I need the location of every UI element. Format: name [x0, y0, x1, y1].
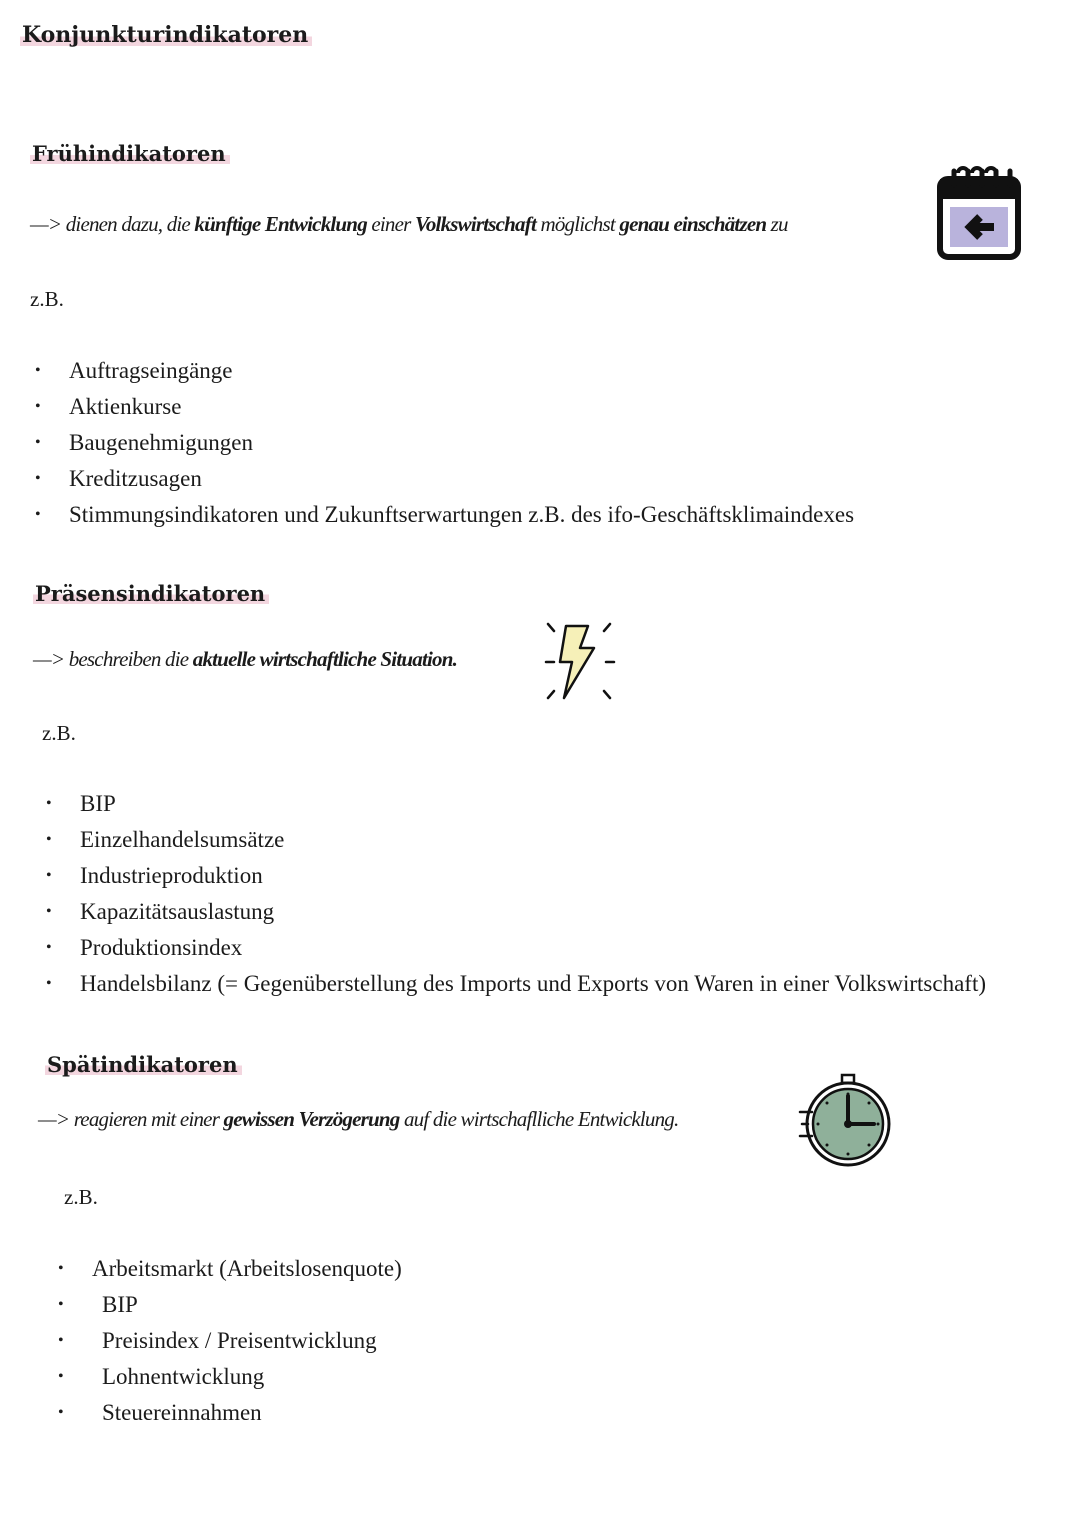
list-item: • Kapazitätsauslastung [80, 894, 986, 930]
list-item: • BIP [80, 786, 986, 822]
page-title: Konjunkturindikatoren [20, 22, 312, 48]
section-desc-spaet: —> reagieren mit einer gewissen Verzögerung auf die wirtschaflliche Entwicklung. [38, 1107, 679, 1131]
list-frueh [69, 353, 854, 533]
list-item: • Einzelhandelsumsätze [80, 822, 986, 858]
calendar-arrow-icon [936, 165, 1024, 263]
list-item: • Kreditzusagen [69, 461, 854, 497]
lightning-icon [540, 618, 620, 704]
zb-label: z.B. [42, 721, 76, 745]
list-item: • BIP [92, 1287, 402, 1323]
section-heading-spaet: Spätindikatoren [45, 1052, 242, 1077]
section-desc-frueh: —> dienen dazu, die künftige Entwicklung einer Volkswirtschaft möglichst genau einschätzen zu [30, 212, 788, 236]
list-item: • Industrieproduktion [80, 858, 986, 894]
section-heading-praesens: Präsensindikatoren [33, 581, 269, 606]
list-item: • Preisindex / Preisentwicklung [92, 1323, 402, 1359]
zb-label: z.B. [64, 1185, 98, 1209]
list-item: • Stimmungsindikatoren und Zukunftserwartungen z.B. des ifo-Geschäftsklimaindexes [69, 497, 854, 533]
list-item: • Handelsbilanz (= Gegenüberstellung des Imports und Exports von Waren in einer Volkswirtschaft) [80, 966, 986, 1002]
list-praesens [80, 786, 986, 1002]
zb-label: z.B. [30, 287, 64, 311]
list-spaet [92, 1251, 402, 1431]
list-item: • Arbeitsmarkt (Arbeitslosenquote) [92, 1251, 402, 1287]
section-heading-frueh: Frühindikatoren [30, 141, 230, 166]
stopwatch-icon [798, 1072, 894, 1168]
list-item: • Baugenehmigungen [69, 425, 854, 461]
list-item: • Steuereinnahmen [92, 1395, 402, 1431]
list-item: • Aktienkurse [69, 389, 854, 425]
list-item: • Produktionsindex [80, 930, 986, 966]
section-desc-praesens: —> beschreiben die aktuelle wirtschaftliche Situation. [33, 647, 458, 671]
list-item: • Lohnentwicklung [92, 1359, 402, 1395]
list-item: • Auftragseingänge [69, 353, 854, 389]
